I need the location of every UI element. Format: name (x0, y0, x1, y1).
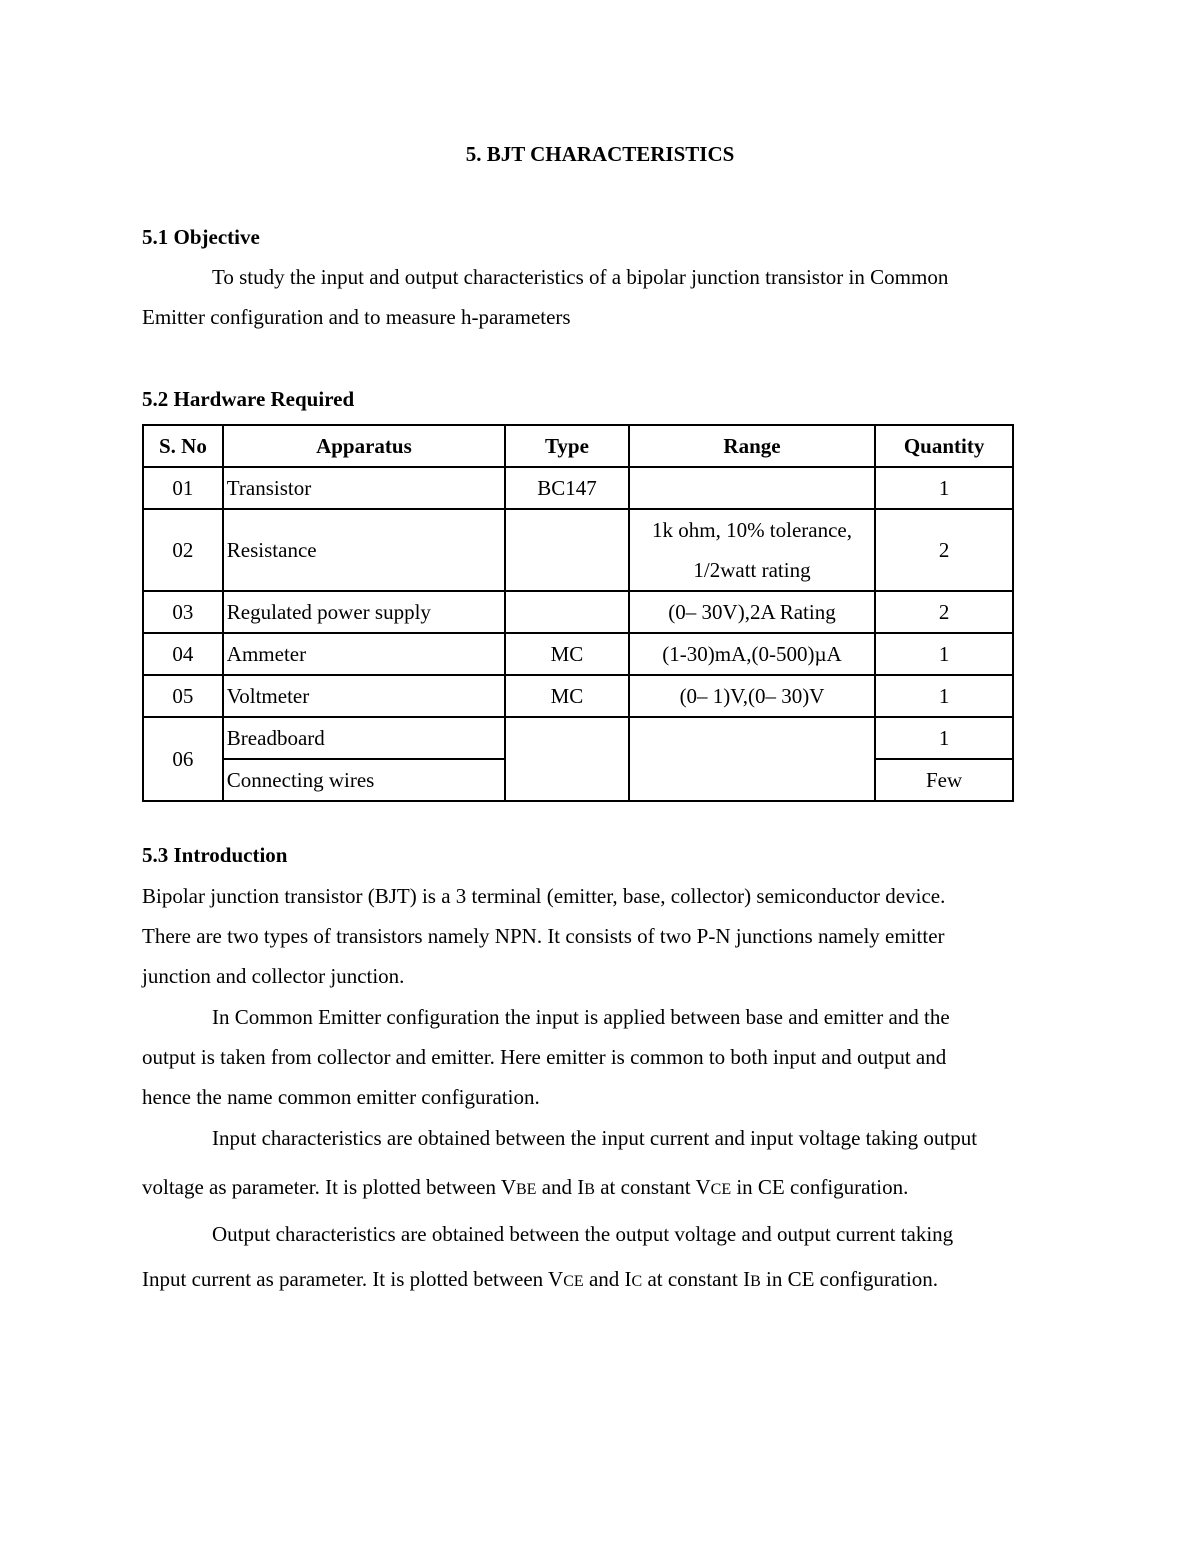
cell-sno: 05 (143, 675, 223, 717)
subscript: B (750, 1273, 761, 1290)
cell-apparatus: Voltmeter (223, 675, 505, 717)
table-row (143, 509, 1013, 591)
intro-line: Output characteristics are obtained between the output voltage and output current taking (212, 1222, 954, 1246)
cell-quantity: 1 (875, 675, 1013, 717)
cell-type: MC (505, 633, 629, 675)
cell-quantity: 2 (875, 591, 1013, 633)
intro-line: junction and collector junction. (142, 964, 405, 988)
hardware-table (142, 424, 1014, 802)
text-run: Input current as parameter. It is plotted between V (142, 1267, 564, 1291)
intro-line: In Common Emitter configuration the input is applied between base and emitter and the (212, 1005, 950, 1029)
cell-range: (1-30)mA,(0-500)µA (629, 633, 875, 675)
subscript: BE (516, 1181, 537, 1198)
range-line: 1k ohm, 10% tolerance, (651, 518, 853, 542)
cell-apparatus: Regulated power supply (223, 591, 505, 633)
text-run: at constant V (594, 1175, 711, 1199)
cell-quantity: 1 (875, 633, 1013, 675)
table-row (143, 467, 1013, 509)
cell-quantity: 1 (875, 467, 1013, 509)
cell-apparatus: Resistance (223, 509, 505, 591)
table-row (143, 717, 1013, 759)
cell-range (629, 467, 875, 509)
cell-range: (0– 1)V,(0– 30)V (629, 675, 875, 717)
cell-type: BC147 (505, 467, 629, 509)
cell-apparatus: Ammeter (223, 633, 505, 675)
intro-line: hence the name common emitter configuration. (142, 1085, 540, 1109)
column-header: Quantity (875, 425, 1013, 467)
cell-sno: 03 (143, 591, 223, 633)
range-line: 1/2watt rating (693, 558, 811, 582)
table-row (143, 675, 1013, 717)
cell-quantity: 1 (875, 717, 1013, 759)
text-run: at constant I (642, 1267, 751, 1291)
cell-apparatus: Breadboard (223, 717, 505, 759)
cell-quantity: Few (875, 759, 1013, 801)
cell-type: MC (505, 675, 629, 717)
intro-line (142, 1267, 938, 1292)
subscript: CE (710, 1181, 732, 1198)
column-header: Type (505, 425, 629, 467)
table-row (143, 591, 1013, 633)
cell-type (505, 509, 629, 591)
cell-sno: 01 (143, 467, 223, 509)
column-header: Range (629, 425, 875, 467)
intro-line (142, 1175, 908, 1200)
text-run: in CE configuration. (731, 1175, 909, 1199)
cell-type (505, 591, 629, 633)
text-run: and I (536, 1175, 585, 1199)
cell-range (629, 509, 875, 591)
cell-apparatus: Transistor (223, 467, 505, 509)
intro-line: output is taken from collector and emitter. Here emitter is common to both input and output and (142, 1045, 947, 1069)
subscript: B (584, 1181, 595, 1198)
objective-heading: 5.1 Objective (142, 225, 260, 249)
cell-sno: 02 (143, 509, 223, 591)
objective-line-2: Emitter configuration and to measure h-parameters (142, 305, 571, 329)
intro-line: Input characteristics are obtained between the input current and input voltage taking output (212, 1126, 978, 1150)
column-header: S. No (143, 425, 223, 467)
page-title: 5. BJT CHARACTERISTICS (465, 142, 735, 166)
column-header: Apparatus (223, 425, 505, 467)
text-run: in CE configuration. (760, 1267, 939, 1291)
subscript: C (631, 1273, 643, 1290)
hardware-heading: 5.2 Hardware Required (142, 387, 355, 411)
intro-line: There are two types of transistors namely NPN. It consists of two P-N junctions namely emitter (142, 924, 945, 948)
cell-range: (0– 30V),2A Rating (629, 591, 875, 633)
cell-quantity: 2 (875, 509, 1013, 591)
text-run: voltage as parameter. It is plotted between V (142, 1175, 516, 1199)
cell-type (505, 717, 629, 801)
cell-apparatus: Connecting wires (223, 759, 505, 801)
objective-line-1: To study the input and output characteristics of a bipolar junction transistor in Common (212, 265, 949, 289)
intro-line: Bipolar junction transistor (BJT) is a 3 terminal (emitter, base, collector) semiconductor device. (142, 884, 946, 908)
table-row (143, 633, 1013, 675)
cell-sno: 06 (143, 717, 223, 801)
table-header-row (143, 425, 1013, 467)
introduction-heading: 5.3 Introduction (142, 843, 288, 867)
cell-range (629, 717, 875, 801)
text-run: and I (583, 1267, 632, 1291)
cell-sno: 04 (143, 633, 223, 675)
subscript: CE (563, 1273, 584, 1290)
